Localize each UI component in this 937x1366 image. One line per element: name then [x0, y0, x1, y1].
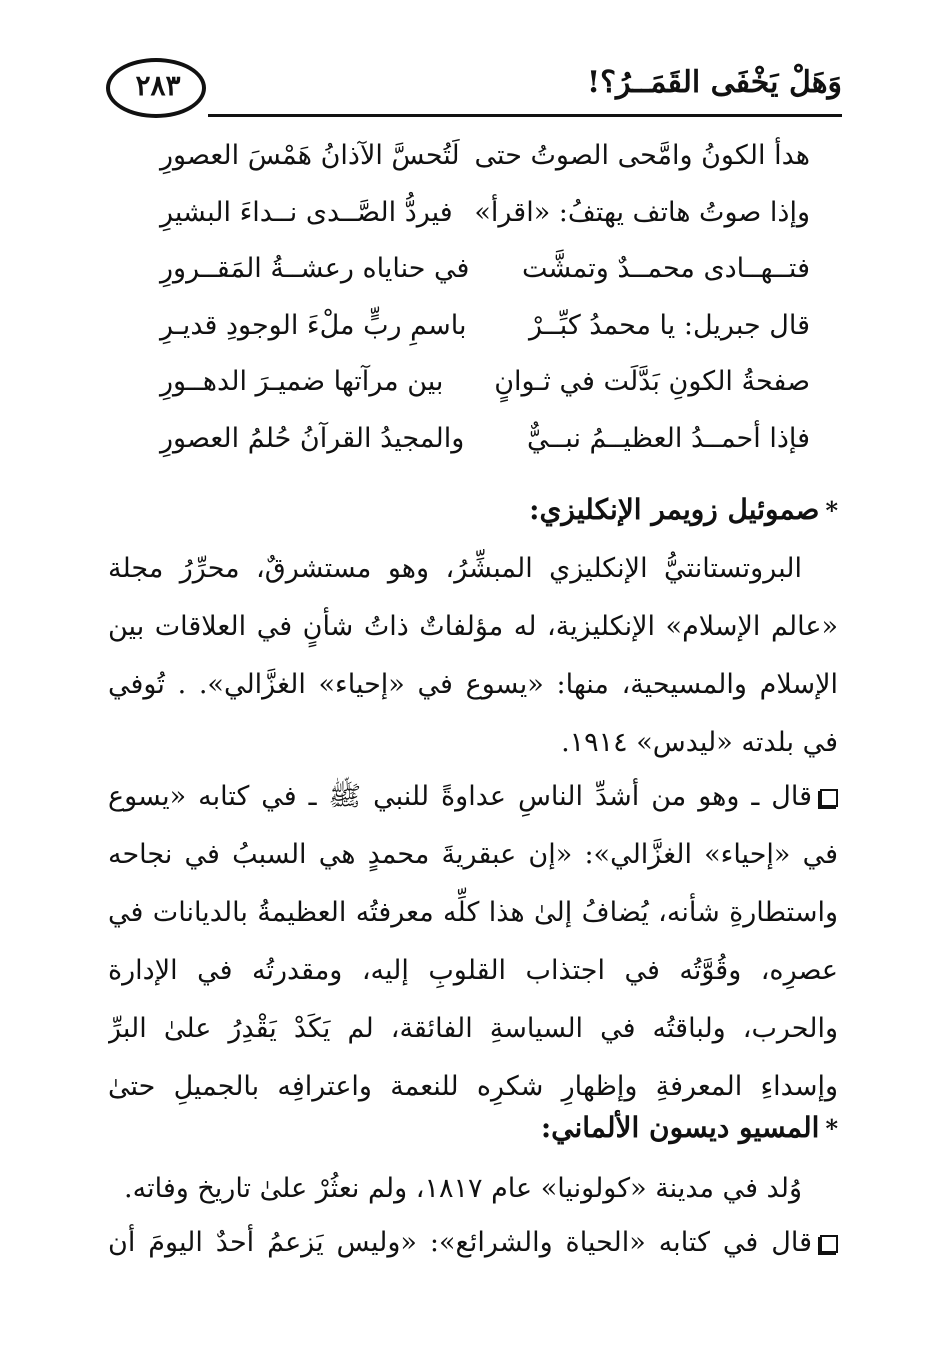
poem [120, 130, 810, 469]
zwemer-bio-paragraph: البروتستانتيُّ الإنكليزي المبشِّرُ، وهو مستشرقٌ، محرِّرُ مجلة «عالم الإسلام» الإنكليزية، له مؤلفاتٌ ذاتُ شأنٍ في العلاقات بين الإسلام والمسيحية، منها: «يسوع في «إحياء» الغزَّالي». . تُوفي في بلدته «ليدس» ١٩١٤. [108, 553, 838, 758]
poem-verse [120, 243, 810, 300]
quote-text: قال في كتابه «الحياة والشرائع»: «وليس يَزعمُ أحدٌ اليومَ أن [108, 1227, 812, 1258]
verse-first-hemistich: وإذا صوتُ هاتف يهتفُ: «اقرأ» [474, 196, 810, 228]
section-heading: صموئيل زويمر الإنكليزي: [529, 493, 820, 526]
verse-first-hemistich: قال جبريل: يا محمدُ كبِّــرْ [528, 309, 810, 341]
verse-second-hemistich: بين مرآتها ضميـرَ الدهــورِ [160, 366, 444, 397]
asterisk-marker: * [825, 1114, 838, 1143]
poem-verse [120, 356, 810, 413]
verse-first-hemistich: فتــهــادى محمــدٌ وتمشَّت [522, 253, 810, 284]
verse-second-hemistich: والمجيدُ القرآنُ حُلمُ العصورِ [160, 422, 465, 454]
zwemer-quote-paragraph [108, 768, 838, 1118]
poem-verse [120, 413, 810, 470]
section-heading: المسيو ديسون الألماني: [540, 1111, 820, 1144]
page-number: ٢٨٣ [135, 69, 181, 102]
page-header [100, 52, 842, 124]
deson-bio-paragraph: وُلد في مدينة «كولونيا» عام ١٨١٧، ولم نعثُرْ علىٰ تاريخ وفاته. [124, 1173, 802, 1204]
deson-quote-paragraph [108, 1214, 838, 1272]
verse-first-hemistich: فإذا أحمــدُ العظيــمُ نبــيٌّ [526, 422, 810, 454]
asterisk-marker: * [825, 496, 838, 525]
verse-first-hemistich: هدأ الكونُ وامَّحى الصوتُ حتى [474, 140, 810, 171]
verse-second-hemistich: لَتُحسَّ الآذانُ هَمْسَ العصورِ [160, 140, 460, 171]
section-zwemer-heading [108, 488, 838, 533]
poem-verse [120, 130, 810, 187]
square-bullet-icon [820, 1235, 838, 1253]
header-rule [208, 114, 842, 117]
square-bullet-icon [820, 789, 838, 807]
verse-second-hemistich: باسمِ ربٍّ ملْءَ الوجودِ قديـرِ [160, 309, 467, 341]
running-title: وَهَلْ يَخْفَى القَمَــرُ؟! [586, 65, 842, 100]
poem-verse [120, 300, 810, 357]
poem-verse [120, 187, 810, 244]
verse-second-hemistich: في حناياه رعشــةُ المَقــرورِ [160, 253, 470, 284]
quote-text: قال ـ وهو من أشدِّ الناسِ عداوةً للنبي ﷺ ـ في كتابه «يسوع في «إحياء» الغزَّالي»: «إن عبقريةَ محمدٍ هي السببُ في نجاحه واستطارةِ شأنه، يُضافُ إلىٰ هذا كلِّه معرفتُه العظيمةُ بالديانات في عصرِه، وقُوَّتُه في اجتذاب القلوبِ إليه، ومقدرتُه في الإدارة والحرب، ولباقتُه في السياسةِ الفائقة، لم يَكَدْ يَقْدِرُ علىٰ البرِّ وإسداءِ المعرفةِ وإظهارِ شكرِه للنعمة واعترافِه بالجميلِ حتىٰ [108, 781, 838, 1102]
verse-second-hemistich: فيردُّ الصَّــدى نــداءَ البشيرِ [160, 196, 453, 228]
verse-first-hemistich: صفحةُ الكونِ بَدَّلَت في ثـوانٍ [494, 366, 810, 397]
section-deson-heading [108, 1106, 838, 1151]
